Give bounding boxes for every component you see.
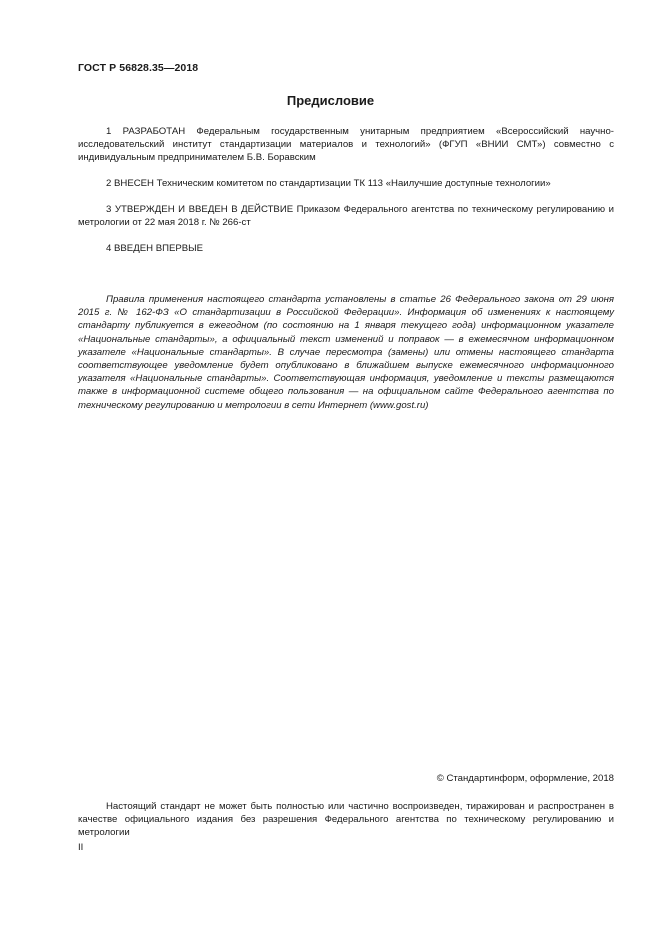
standard-number-header: ГОСТ Р 56828.35—2018 xyxy=(78,62,199,74)
reproduction-rights-notice: Настоящий стандарт не может быть полностью или частично воспроизведен, тиражирован и распространен в качестве официального издания без разрешения Федерального агентства по техническому регулированию и метрологии xyxy=(78,801,614,839)
application-rules-notice: Правила применения настоящего стандарта установлены в статье 26 Федерального закона от 29 июня 2015 г. № 162-ФЗ «О стандартизации в Российской Федерации». Информация об изменениях к настоящему стандарту публикуется в ежегодном (по состоянию на 1 января текущего года) информационном указателе «Национальные стандарты», а официальный текст изменений и поправок — в ежемесячном информационном указателе «Национальные стандарты». В случае пересмотра (замены) или отмены настоящего стандарта соответствующее уведомление будет опубликовано в ближайшем выпуске ежемесячного информационного указателя «Национальные стандарты». Соответствующая информация, уведомление и тексты размещаются также в информационной системе общего пользования — на официальном сайте Федерального агентства по техническому регулированию и метрологии в сети Интернет (www.gost.ru) xyxy=(78,294,614,411)
foreword-item-submitted: 2 ВНЕСЕН Техническим комитетом по стандартизации ТК 113 «Наилучшие доступные технологии» xyxy=(106,178,551,189)
foreword-item-introduced: 4 ВВЕДЕН ВПЕРВЫЕ xyxy=(106,243,204,254)
page-title: Предисловие xyxy=(286,93,375,108)
foreword-item-approved: 3 УТВЕРЖДЕН И ВВЕДЕН В ДЕЙСТВИЕ Приказом Федерального агентства по техническому регулированию и метрологии от 22 мая 2018 г. № 266-ст xyxy=(78,204,614,229)
foreword-item-developed: 1 РАЗРАБОТАН Федеральным государственным унитарным предприятием «Всероссийский научно-исследовательский институт стандартизации материалов и технологий» (ФГУП «ВНИИ СМТ») совместно с индивидуальным предпринимателем Б.В. Боравским xyxy=(78,126,614,164)
copyright-line: © Стандартинформ, оформление, 2018 xyxy=(436,773,614,784)
page-number: II xyxy=(78,842,84,853)
